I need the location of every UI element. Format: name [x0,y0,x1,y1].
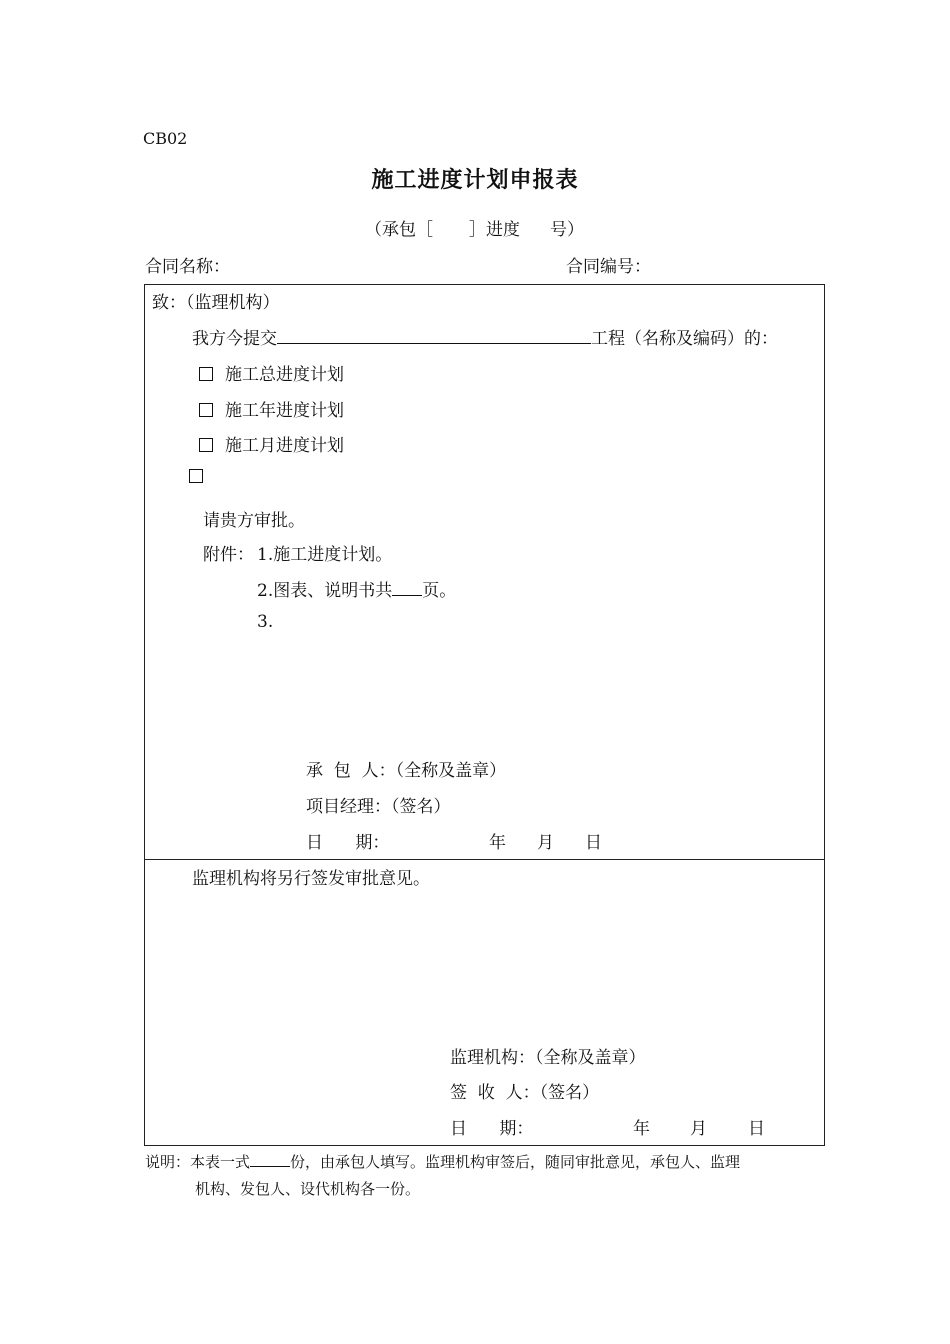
subtitle-prefix: （承包［ [365,220,433,240]
copies-field[interactable] [250,1151,290,1167]
receiver-label: 签 收 人：（签名） [450,1083,600,1103]
attachment-2-text: 2.图表、说明书共 [257,581,393,601]
option-monthly-plan[interactable] [199,431,344,456]
submission-date-label: 日 期： [306,833,390,853]
submission-day: 日 [585,833,602,853]
option-total-plan[interactable] [199,360,344,385]
footer-note-line1 [145,1151,740,1172]
supervisor-org-label: 监理机构：（全称及盖章） [450,1048,646,1068]
submit-suffix: 工程（名称及编码）的： [591,329,778,349]
supervisor-note: 监理机构将另行签发审批意见。 [192,869,430,889]
option-label: 施工月进度计划 [225,436,344,456]
option-annual-plan[interactable] [199,396,344,421]
attachment-label: 附件： [203,545,254,565]
attachment-2 [257,576,456,601]
checkbox[interactable] [199,367,213,381]
form-subtitle [365,215,584,240]
footer-note-mid: 份，由承包人填写。监理机构审签后，随同审批意见，承包人、监理 [290,1153,741,1171]
option-label: 施工年进度计划 [225,401,344,421]
receipt-day: 日 [748,1119,765,1139]
subtitle-suffix: 号） [550,220,584,240]
contractor-signature-label: 承 包 人：（全称及盖章） [306,761,507,781]
addressee-line: 致：（监理机构） [152,293,280,313]
footer-note-prefix: 说明：本表一式 [145,1153,251,1171]
checkbox[interactable] [199,438,213,452]
contract-no-label: 合同编号： [566,257,651,277]
footer-note-line2: 机构、发包人、设代机构各一份。 [195,1180,421,1198]
checkbox[interactable] [189,469,203,483]
form-code: CB02 [143,129,188,148]
receipt-date-label: 日 期： [450,1119,534,1139]
project-name-field[interactable] [277,326,591,344]
attachment-3: 3. [257,612,274,632]
project-manager-label: 项目经理：（签名） [306,797,451,817]
subtitle-mid: ］进度 [469,220,520,240]
option-label: 施工总进度计划 [225,365,344,385]
submission-year: 年 [489,833,506,853]
submit-line [192,324,778,349]
submission-month: 月 [537,833,554,853]
page-count-field[interactable] [392,578,422,596]
attachment-1: 1.施工进度计划。 [257,545,393,565]
checkbox[interactable] [199,403,213,417]
request-approval-text: 请贵方审批。 [203,511,305,531]
receipt-month: 月 [690,1119,707,1139]
attachment-2-suffix: 页。 [422,581,457,601]
contract-name-label: 合同名称： [145,257,230,277]
option-other[interactable] [189,467,215,487]
form-title: 施工进度计划申报表 [371,168,579,193]
receipt-year: 年 [633,1119,650,1139]
submit-prefix: 我方今提交 [192,329,277,349]
